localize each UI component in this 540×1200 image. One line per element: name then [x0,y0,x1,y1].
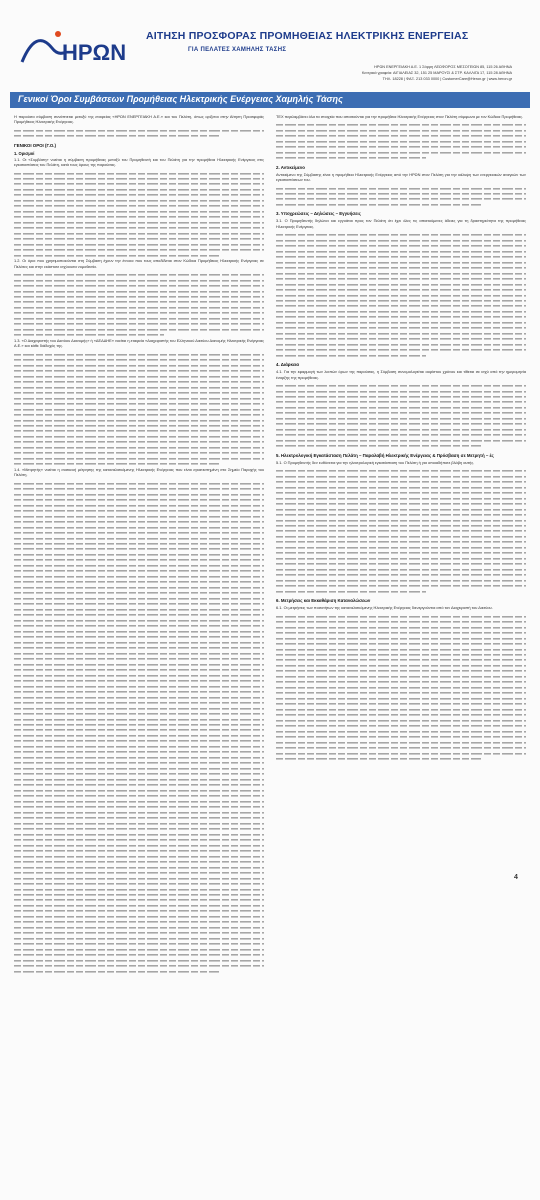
section-4-text: 4.1. Για την εφαρμογή των λοιπών όρων της παρούσας, η Σύμβαση συνομολογείται αορίστου χρόνου και τίθεται σε ισχύ από την ημερομηνία έναρξης της προμήθειας. [276,369,526,380]
logo-text: ΗΡΩΝ [62,40,127,65]
heron-logo-graphic [18,22,138,72]
section-4-heading: 4. Διάρκεια [276,362,299,368]
intro-paragraph: Η παρούσα σύμβαση συνάπτεται μεταξύ της εταιρείας «ΗΡΩΝ ΕΝΕΡΓΕΙΑΚΗ Α.Ε.» και του Πελάτη, όπως ορίζεται στην Αίτηση Προσφοράς Προμήθειας Ηλεκτρικής Ενέργειας. [14,114,264,125]
general-terms-heading: ΓΕΝΙΚΟΙ ΟΡΟΙ (Γ.Ο.) [14,142,56,148]
contact-line: ΗΡΩΝ ΕΝΕΡΓΕΙΑΚΗ Α.Ε. 1 Σάρρη ΛΕΩΦΟΡΟΣ ΜΕΣΟΓΕΙΩΝ 85, 115 26 ΑΘΗΝΑ [374,65,512,69]
intro-paragraph: ΤΕΧ περιλαμβάνει όλα τα στοιχεία που απαιτούνται για την προμήθεια Ηλεκτρικής Ενέργειας στον Πελάτη σύμφωνα με τον Κώδικα Προμήθειας. [276,114,524,119]
terms-title: Γενικοί Όροι Συμβάσεων Προμήθειας Ηλεκτρικής Ενέργειας Χαμηλής Τάσης [18,94,343,104]
contact-line: Κεντρικά γραφεία: ΑΙΓΙΑΛΕΙΑΣ 32, 151 25 ΜΑΡΟΥΣΙ & ΣΤΡ. ΚΑΛΛΙΓΑ 17, 115 28 ΑΘΗΝΑ [361,71,512,75]
right-column [276,114,526,762]
section-6-heading: 6. Μετρήσεις και Εκκαθάριση Καταναλώσεων [276,598,371,604]
definition-paragraph: 1.4. «Μετρητής» νοείται η συσκευή μέτρησης της καταναλισκόμενης Ηλεκτρικής Ενέργειας που είναι εγκατεστημένη στο Σημείο Παροχής του Πελάτη. [14,466,264,478]
section-3-heading: 3. Υποχρεώσεις – Δηλώσεις – Εγγυήσεις [276,211,361,217]
section-2-heading: 2. Αντικείμενο [276,164,305,170]
heron-logo [18,22,138,72]
section-2-text: Αντικείμενο της Σύμβασης είναι η προμήθεια Ηλεκτρικής Ενέργειας από την ΗΡΩΝ στον Πελάτη για την κάλυψη των ενεργειακών αναγκών των εγκαταστάσεων του. [276,171,526,183]
section-5-heading: 5. Ηλεκτρολογική Εγκατάσταση Πελάτη – Παραλαβή Ηλεκτρικής Ενέργειας & Πρόσβαση σε Μετρητή – ές [276,452,494,458]
company-contact [262,64,512,82]
left-column [14,114,264,974]
section-title-bar [10,92,530,108]
page-number: 4 [514,874,518,881]
definition-paragraph: 1.2. Οι όροι που χρησιμοποιούνται στη Σύμβαση έχουν την έννοια που τους αποδίδεται στον Κώδικα Προμήθειας Ηλεκτρικής Ενέργειας σε Πελάτες και στην εκάστοτε ισχύουσα νομοθεσία. [14,258,264,269]
definitions-heading: 1. Ορισμοί [14,150,35,156]
section-3-text: 3.1. Ο Προμηθευτής δηλώνει και εγγυάται προς τον Πελάτη ότι έχει όλες τις απαιτούμενες άδειες για τη δραστηριότητα της προμήθειας Ηλεκτρικής Ενέργειας. [276,218,526,229]
definition-paragraph: 1.3. «Ο Διαχειριστής του Δικτύου Διανομής» ή «ΔΕΔΔΗΕ» νοείται η εταιρεία «Διαχειριστής του Ελληνικού Δικτύου Διανομής Ηλεκτρικής Ενέργειας Α.Ε.» και κάθε διάδοχός της. [14,337,264,349]
contact-line: ΤΗΛ. 18228 | ΦΑΞ. 213 033 0000 | CustomerCare@Heron.gr | www.heron.gr [382,77,512,81]
definition-paragraph: 1.1. Οι «Συμβάση» νοείται η σύμβαση προμήθειας μεταξύ του Προμηθευτή και του Πελάτη για την προμήθεια Ηλεκτρικής Ενέργειας στις εγκαταστάσεις του Πελάτη, κατά τους όρους της παρούσας. [14,156,264,168]
document-subtitle: ΓΙΑ ΠΕΛΑΤΕΣ ΧΑΜΗΛΗΣ ΤΑΣΗΣ [188,47,287,53]
document-title: ΑΙΤΗΣΗ ΠΡΟΣΦΟΡΑΣ ΠΡΟΜΗΘΕΙΑΣ ΗΛΕΚΤΡΙΚΗΣ ΕΝΕΡΓΕΙΑΣ [146,30,469,42]
section-6-text: 6.1. Οι μετρήσεις των ποσοτήτων της καταναλισκόμενης Ηλεκτρικής Ενέργειας διενεργούνται από τον Διαχειριστή του Δικτύου. [276,605,493,611]
section-5-text: 5.1. Ο Προμηθευτής δεν ευθύνεται για την ηλεκτρολογική εγκατάσταση του Πελάτη ή για οποιαδήποτε βλάβη αυτής. [276,459,475,465]
